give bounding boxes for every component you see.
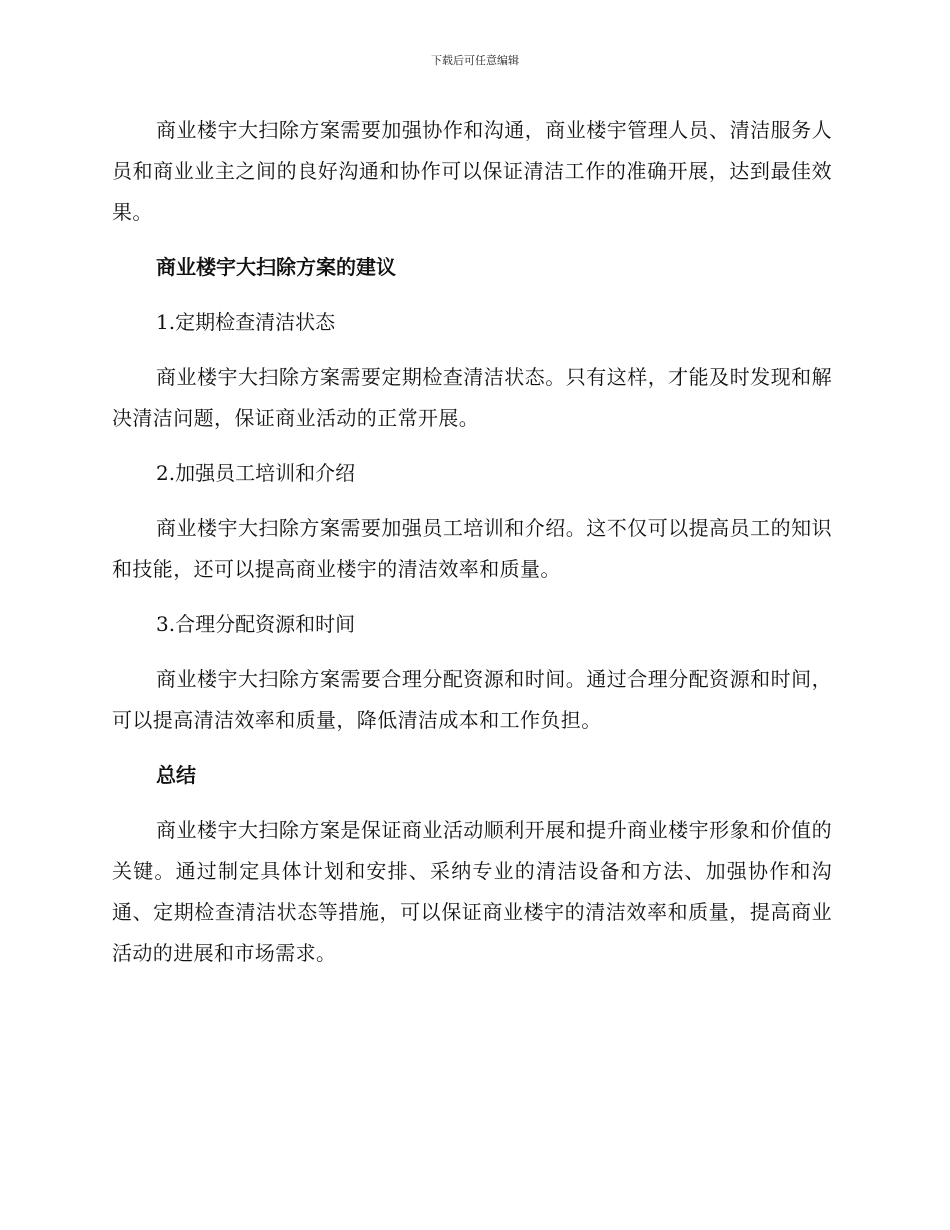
item3-paragraph: 商业楼宇大扫除方案需要合理分配资源和时间。通过合理分配资源和时间，可以提高清洁效率和质量，降低清洁成本和工作负担。 bbox=[112, 667, 832, 732]
summary-heading: 总结 bbox=[156, 763, 196, 787]
document-body bbox=[112, 110, 832, 974]
item2-paragraph: 商业楼宇大扫除方案需要加强员工培训和介绍。这不仅可以提高员工的知识和技能，还可以提高商业楼宇的清洁效率和质量。 bbox=[112, 516, 832, 581]
item2-title: 2.加强员工培训和介绍 bbox=[156, 461, 356, 485]
intro-paragraph: 商业楼宇大扫除方案需要加强协作和沟通，商业楼宇管理人员、清洁服务人员和商业业主之间的良好沟通和协作可以保证清洁工作的准确开展，达到最佳效果。 bbox=[112, 118, 832, 224]
item1-title: 1.定期检查清洁状态 bbox=[156, 310, 336, 334]
suggestions-heading: 商业楼宇大扫除方案的建议 bbox=[156, 255, 396, 279]
page-header: 下载后可任意编辑 bbox=[431, 54, 519, 67]
item1-paragraph: 商业楼宇大扫除方案需要定期检查清洁状态。只有这样，才能及时发现和解决清洁问题，保证商业活动的正常开展。 bbox=[112, 365, 832, 430]
summary-paragraph: 商业楼宇大扫除方案是保证商业活动顺利开展和提升商业楼宇形象和价值的关键。通过制定具体计划和安排、采纳专业的清洁设备和方法、加强协作和沟通、定期检查清洁状态等措施，可以保证商业楼宇的清洁效率和质量，提高商业活动的进展和市场需求。 bbox=[112, 818, 832, 965]
item3-title: 3.合理分配资源和时间 bbox=[156, 612, 356, 636]
